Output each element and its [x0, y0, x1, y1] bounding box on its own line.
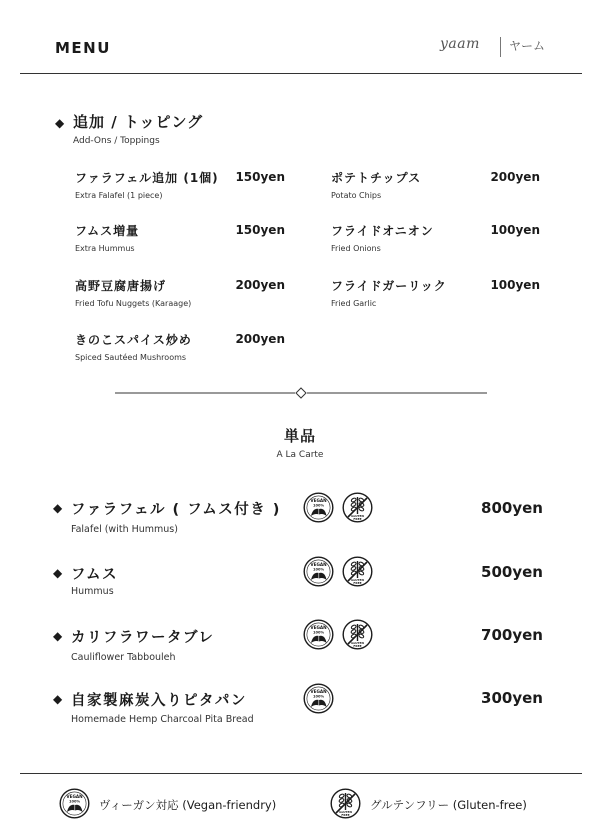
dish-en: Cauliflower Tabbouleh: [71, 652, 176, 663]
diamond-bullet-icon: ◆: [55, 116, 65, 130]
logo-latin: yaam: [440, 36, 480, 52]
dish-price: 500yen: [481, 563, 543, 581]
addon-price: 150yen: [235, 223, 285, 237]
addon-en: Fried Tofu Nuggets (Karaage): [75, 299, 192, 308]
vegan-badge-bottom-text: 100%: [312, 567, 325, 572]
addon-jp: きのこスパイス炒め: [75, 333, 192, 347]
vegan-icon: [59, 788, 90, 819]
diamond-bullet-icon: ◆: [53, 501, 63, 515]
addons-title-en: Add-Ons / Toppings: [73, 136, 160, 146]
gluten-free-icon: [342, 619, 373, 650]
vegan-icon: [303, 492, 334, 523]
addon-price: 150yen: [235, 170, 285, 184]
addon-jp: 高野豆腐唐揚げ: [75, 279, 167, 293]
addon-price: 100yen: [490, 278, 540, 292]
gf-badge-bottom-text: FREE: [341, 812, 350, 817]
vegan-badge-top-text: VEGAN: [66, 794, 83, 799]
diamond-bullet-icon: ◆: [53, 566, 63, 580]
dish-price: 300yen: [481, 689, 543, 707]
gf-badge-bottom-text: FREE: [353, 643, 362, 648]
dish-jp: カリフラワータブレ: [71, 630, 215, 646]
vegan-icon: [303, 619, 334, 650]
alacarte-title-en: A La Carte: [276, 450, 324, 460]
gf-badge-top-text: GLUTEN: [351, 640, 364, 645]
vegan-icon: [303, 683, 334, 714]
vegan-icon: [303, 556, 334, 587]
vegan-badge-top-text: VEGAN: [310, 689, 327, 694]
vegan-badge-bottom-text: 100%: [312, 503, 325, 508]
logo-kana: ヤーム: [509, 39, 546, 53]
addon-en: Extra Hummus: [75, 244, 135, 253]
gf-badge-bottom-text: FREE: [353, 516, 362, 521]
addon-price: 200yen: [235, 332, 285, 346]
addon-en: Fried Garlic: [331, 299, 377, 308]
header-rule: [20, 73, 582, 74]
gf-badge-top-text: GLUTEN: [339, 809, 352, 814]
vegan-badge-top-text: VEGAN: [310, 562, 327, 567]
logo-divider: [500, 37, 501, 57]
addon-jp: フライドオニオン: [331, 224, 434, 238]
dish-en: Homemade Hemp Charcoal Pita Bread: [71, 714, 254, 725]
vegan-badge-bottom-text: 100%: [312, 630, 325, 635]
dish-jp: 自家製麻炭入りピタパン: [71, 693, 247, 709]
gf-badge-top-text: GLUTEN: [351, 513, 364, 518]
addon-price: 100yen: [490, 223, 540, 237]
vegan-badge-top-text: VEGAN: [310, 625, 327, 630]
diamond-bullet-icon: ◆: [53, 692, 63, 706]
addons-title-jp: 追加 / トッピング: [73, 113, 204, 131]
dish-jp: ファラフェル ( フムス付き ): [71, 502, 281, 518]
addon-en: Potato Chips: [331, 191, 382, 200]
addon-jp: フムス増量: [75, 224, 140, 238]
gf-badge-top-text: GLUTEN: [351, 577, 364, 582]
addon-jp: フライドガーリック: [331, 279, 447, 293]
addon-jp: ポテトチップス: [331, 171, 422, 185]
ornament-divider: [115, 386, 487, 400]
vegan-badge-bottom-text: 100%: [312, 694, 325, 699]
gf-badge-bottom-text: FREE: [353, 580, 362, 585]
diamond-bullet-icon: ◆: [53, 629, 63, 643]
gluten-free-icon: [342, 556, 373, 587]
gluten-free-icon: [330, 788, 361, 819]
dish-jp: フムス: [71, 567, 118, 583]
dish-price: 700yen: [481, 626, 543, 644]
dish-price: 800yen: [481, 499, 543, 517]
addon-en: Extra Falafel (1 piece): [75, 191, 163, 200]
addon-price: 200yen: [235, 278, 285, 292]
addon-en: Spiced Sautéed Mushrooms: [75, 353, 187, 362]
gluten-free-icon: [342, 492, 373, 523]
vegan-badge-bottom-text: 100%: [68, 799, 81, 804]
legend-gluten-label: グルテンフリー (Gluten-free): [370, 798, 527, 812]
vegan-badge-top-text: VEGAN: [310, 498, 327, 503]
legend-vegan-label: ヴィーガン対応 (Vegan-friendry): [99, 798, 277, 812]
addon-jp: ファラフェル追加 (1個): [75, 171, 219, 185]
addon-en: Fried Onions: [331, 244, 381, 253]
footer-rule: [20, 773, 582, 774]
page-title: MENU: [55, 39, 111, 57]
addon-price: 200yen: [490, 170, 540, 184]
dish-en: Falafel (with Hummus): [71, 524, 178, 535]
dish-en: Hummus: [71, 586, 114, 597]
alacarte-title-jp: 単品: [283, 427, 316, 445]
